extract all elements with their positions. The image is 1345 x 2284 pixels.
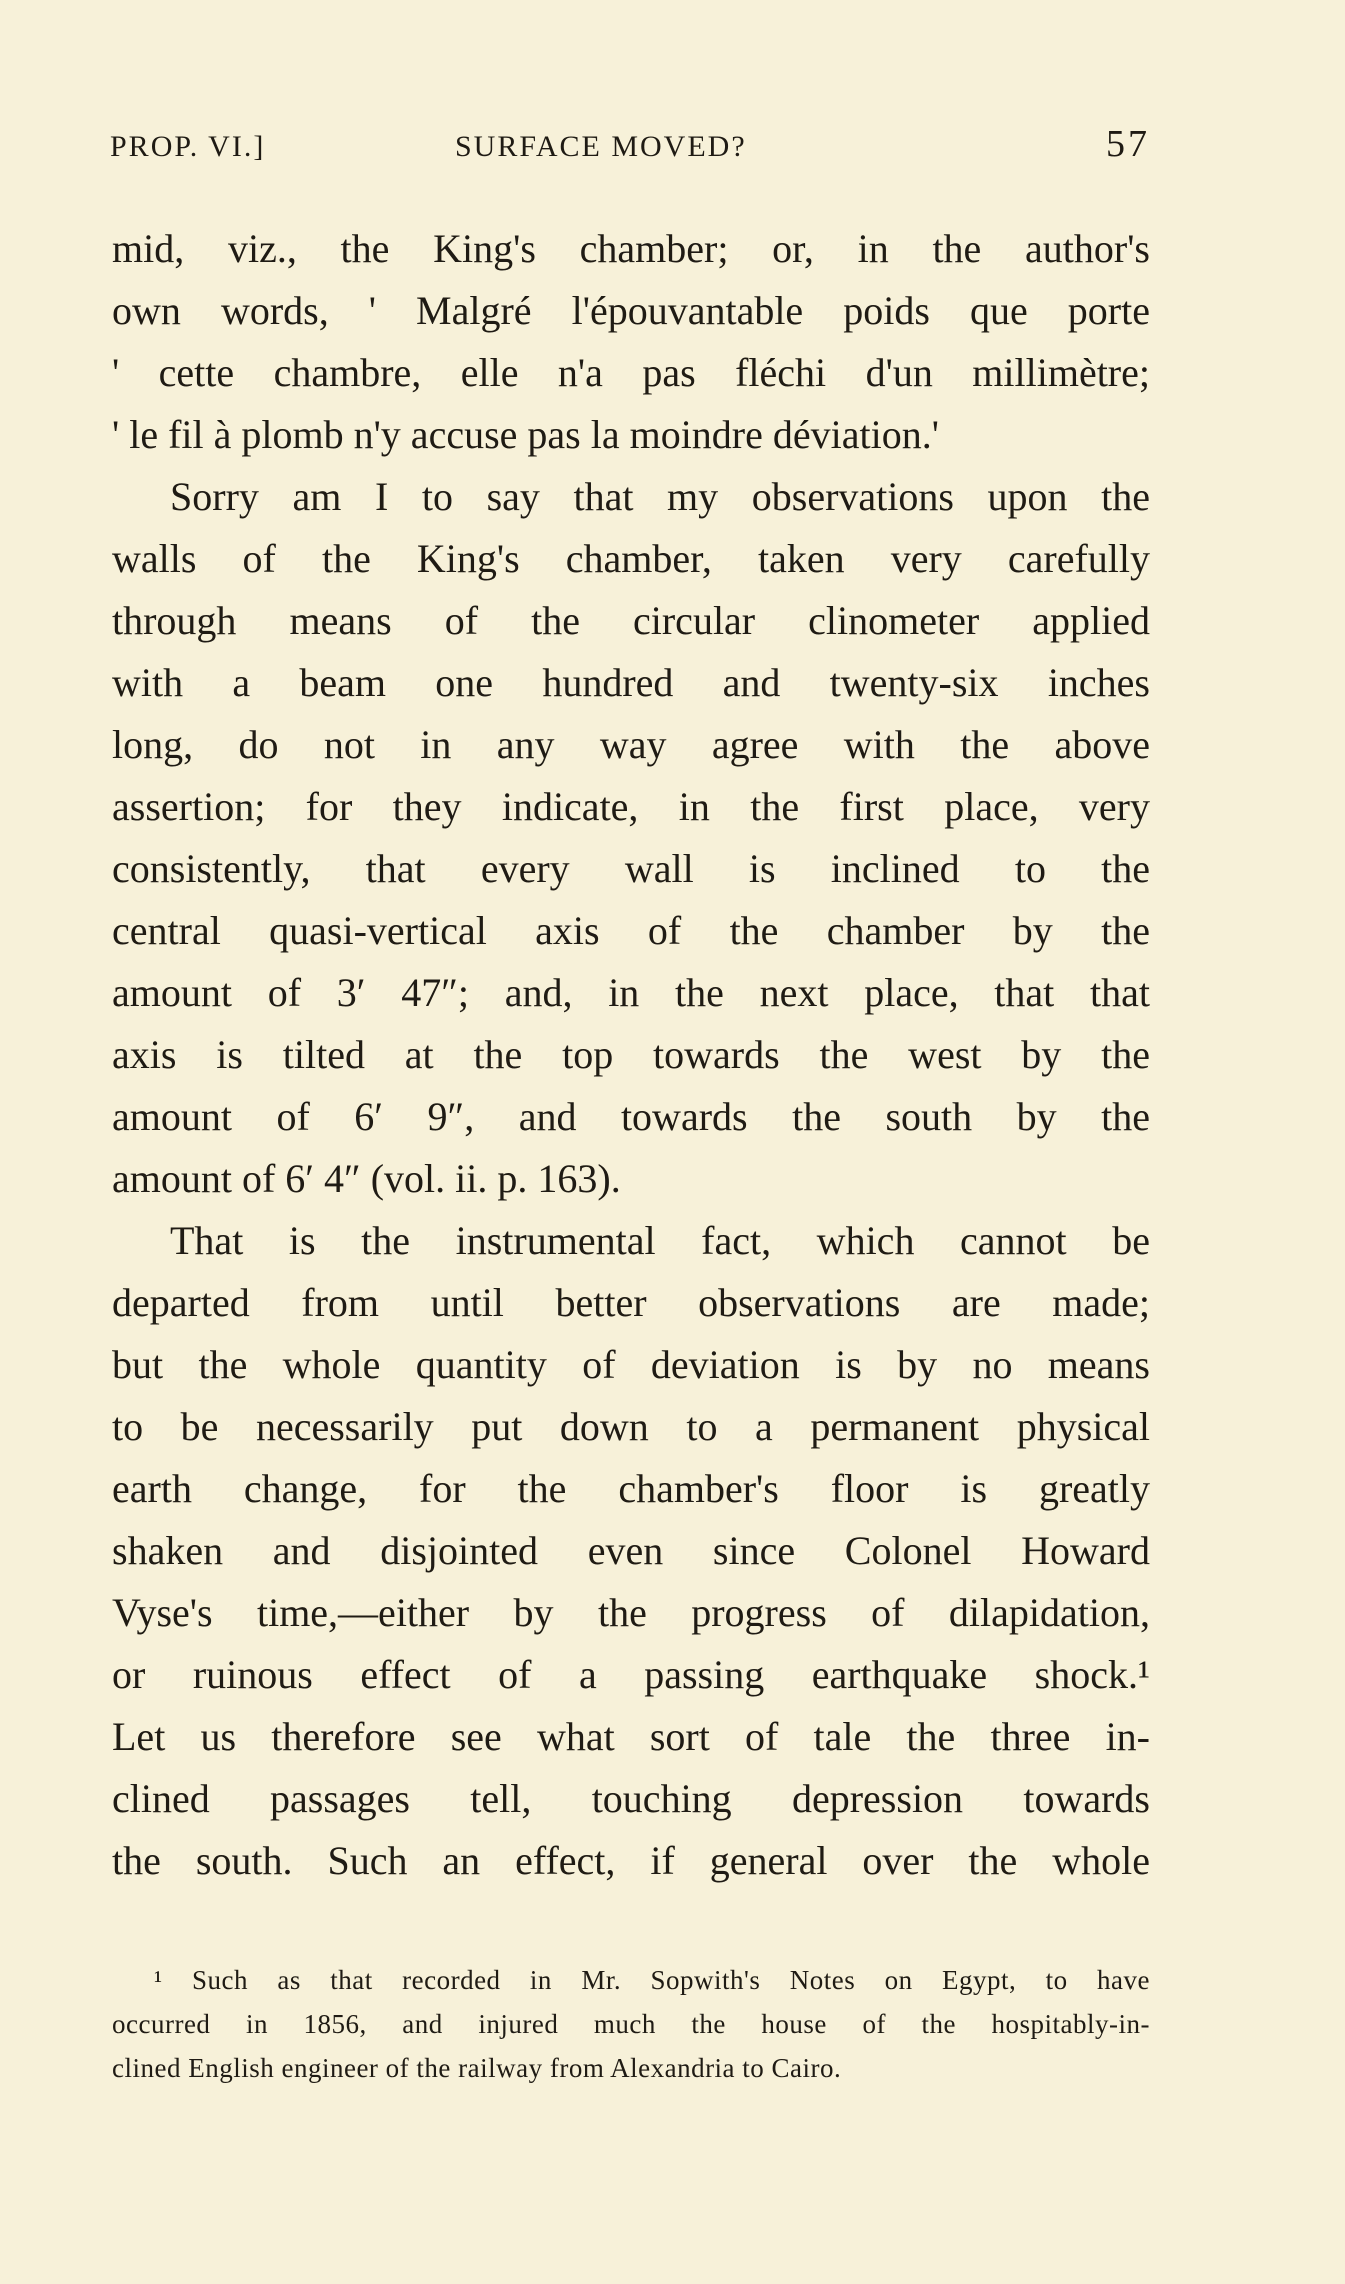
text-line: central quasi-vertical axis of the chamber by the [112, 908, 1150, 953]
text-line: to be necessarily put down to a permanent physical [112, 1404, 1150, 1449]
running-head-section: PROP. VI.] [110, 130, 266, 163]
footnote-line: ¹ Such as that recorded in Mr. Sopwith's Notes on Egypt, to have [154, 1965, 1150, 1995]
text-line: Let us therefore see what sort of tale the three in- [112, 1714, 1150, 1759]
text-line: walls of the King's chamber, taken very carefully [112, 536, 1150, 581]
text-line: amount of 6′ 4″ (vol. ii. p. 163). [112, 1156, 621, 1201]
text-line: amount of 3′ 47″; and, in the next place, that that [112, 970, 1150, 1015]
text-line: That is the instrumental fact, which cannot be [170, 1218, 1150, 1263]
text-line: clined passages tell, touching depression towards [112, 1776, 1150, 1821]
running-head [110, 118, 1150, 168]
text-line: ' le fil à plomb n'y accuse pas la moindre déviation.' [112, 412, 939, 457]
footnote-line: clined English engineer of the railway from Alexandria to Cairo. [112, 2053, 842, 2083]
text-line: the south. Such an effect, if general over the whole [112, 1838, 1150, 1883]
text-line: ' cette chambre, elle n'a pas fléchi d'un millimètre; [112, 350, 1150, 395]
text-line: consistently, that every wall is inclined to the [112, 846, 1150, 891]
text-line: Sorry am I to say that my observations upon the [170, 474, 1150, 519]
text-line: own words, ' Malgré l'épouvantable poids que porte [112, 288, 1150, 333]
text-line: departed from until better observations are made; [112, 1280, 1150, 1325]
text-line: Vyse's time,—either by the progress of dilapidation, [112, 1590, 1150, 1635]
running-head-title: SURFACE MOVED? [455, 130, 747, 163]
text-line: through means of the circular clinometer applied [112, 598, 1150, 643]
text-line: mid, viz., the King's chamber; or, in the author's [112, 226, 1150, 271]
text-line: long, do not in any way agree with the above [112, 722, 1150, 767]
text-line: with a beam one hundred and twenty-six inches [112, 660, 1150, 705]
footnotes [112, 1958, 1150, 2090]
text-line: axis is tilted at the top towards the west by the [112, 1032, 1150, 1077]
text-line: amount of 6′ 9″, and towards the south by the [112, 1094, 1150, 1139]
text-line: or ruinous effect of a passing earthquake shock.¹ [112, 1652, 1150, 1697]
page-number: 57 [1106, 123, 1150, 165]
text-line: but the whole quantity of deviation is by no means [112, 1342, 1150, 1387]
footnote-line: occurred in 1856, and injured much the house of the hospitably-in- [112, 2009, 1150, 2039]
text-line: earth change, for the chamber's floor is greatly [112, 1466, 1150, 1511]
text-line: assertion; for they indicate, in the first place, very [112, 784, 1150, 829]
body-text [112, 218, 1150, 1892]
text-line: shaken and disjointed even since Colonel Howard [112, 1528, 1150, 1573]
